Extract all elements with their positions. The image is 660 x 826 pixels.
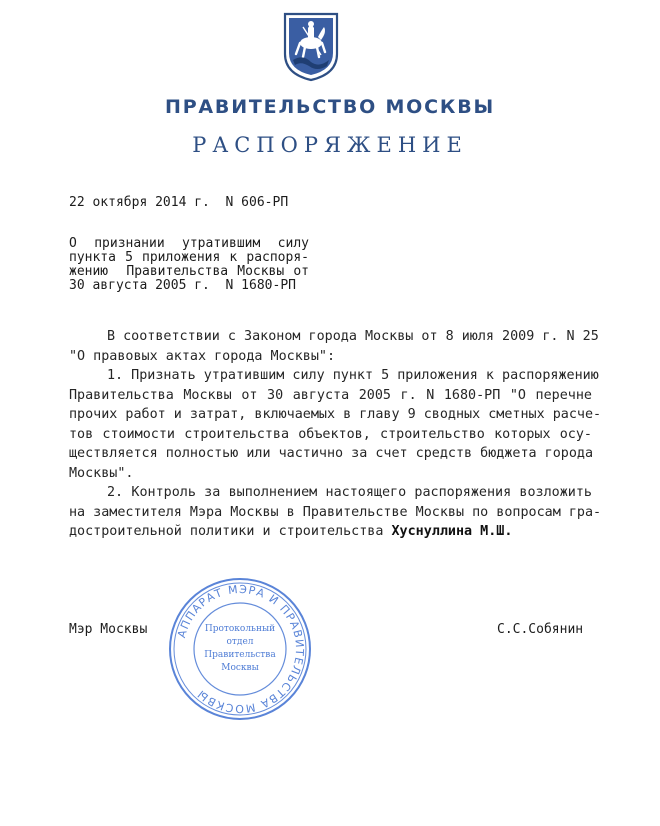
subject-line: жению Правительства Москвы от <box>69 264 309 279</box>
deputy-name: Хуснуллина М.Ш. <box>391 524 513 539</box>
body-line: 2. Контроль за выполнением настоящего распоряжения возложить <box>107 485 592 500</box>
document-body <box>69 327 602 542</box>
date-and-number: 22 октября 2014 г. N 606-РП <box>69 195 289 210</box>
body-line: ществляется полностью или частично за счет средств бюджета города <box>69 446 594 461</box>
body-line-text: достроительной политики и строительства <box>69 524 384 539</box>
stamp-center-line: Правительства <box>204 650 276 660</box>
body-line: Правительства Москвы от 30 августа 2005 г. N 1680-РП "О перечне <box>69 387 592 403</box>
stamp-ring-text: АППАРАТ МЭРА И ПРАВИТЕЛЬСТВА МОСКВЫ <box>175 582 307 716</box>
body-line: тов стоимости строительства объектов, строительство которых осу- <box>69 426 592 442</box>
body-line: на заместителя Мэра Москвы в Правительстве Москвы по вопросам гра- <box>69 504 602 520</box>
mayor-name: С.С.Собянин <box>497 622 584 637</box>
moscow-coat-of-arms-icon <box>281 10 341 82</box>
body-line: Москвы". <box>69 465 134 481</box>
body-line: 1. Признать утратившим силу пункт 5 приложения к распоряжению <box>107 368 599 383</box>
subject-line: пункта 5 приложения к распоря- <box>69 250 309 265</box>
mayor-title: Мэр Москвы <box>69 622 148 637</box>
body-line-final <box>69 522 592 542</box>
subject-line: 30 августа 2005 г. N 1680-РП <box>69 278 296 293</box>
stamp-center-line: отдел <box>226 637 254 647</box>
subject-line: О признании утратившим силу <box>69 236 309 251</box>
official-stamp <box>165 574 315 724</box>
document-type-heading: РАСПОРЯЖЕНИЕ <box>192 133 468 157</box>
body-line: "О правовых актах города Москвы": <box>69 348 336 364</box>
body-line: В соответствии с Законом города Москвы от 8 июля 2009 г. N 25 <box>107 329 599 344</box>
government-title: ПРАВИТЕЛЬСТВО МОСКВЫ <box>165 96 495 118</box>
stamp-center-line: Москвы <box>221 663 259 673</box>
document-subject <box>69 237 309 293</box>
body-line: прочих работ и затрат, включаемых в главу 9 сводных сметных расче- <box>69 407 602 422</box>
stamp-center-line: Протокольный <box>204 624 276 634</box>
